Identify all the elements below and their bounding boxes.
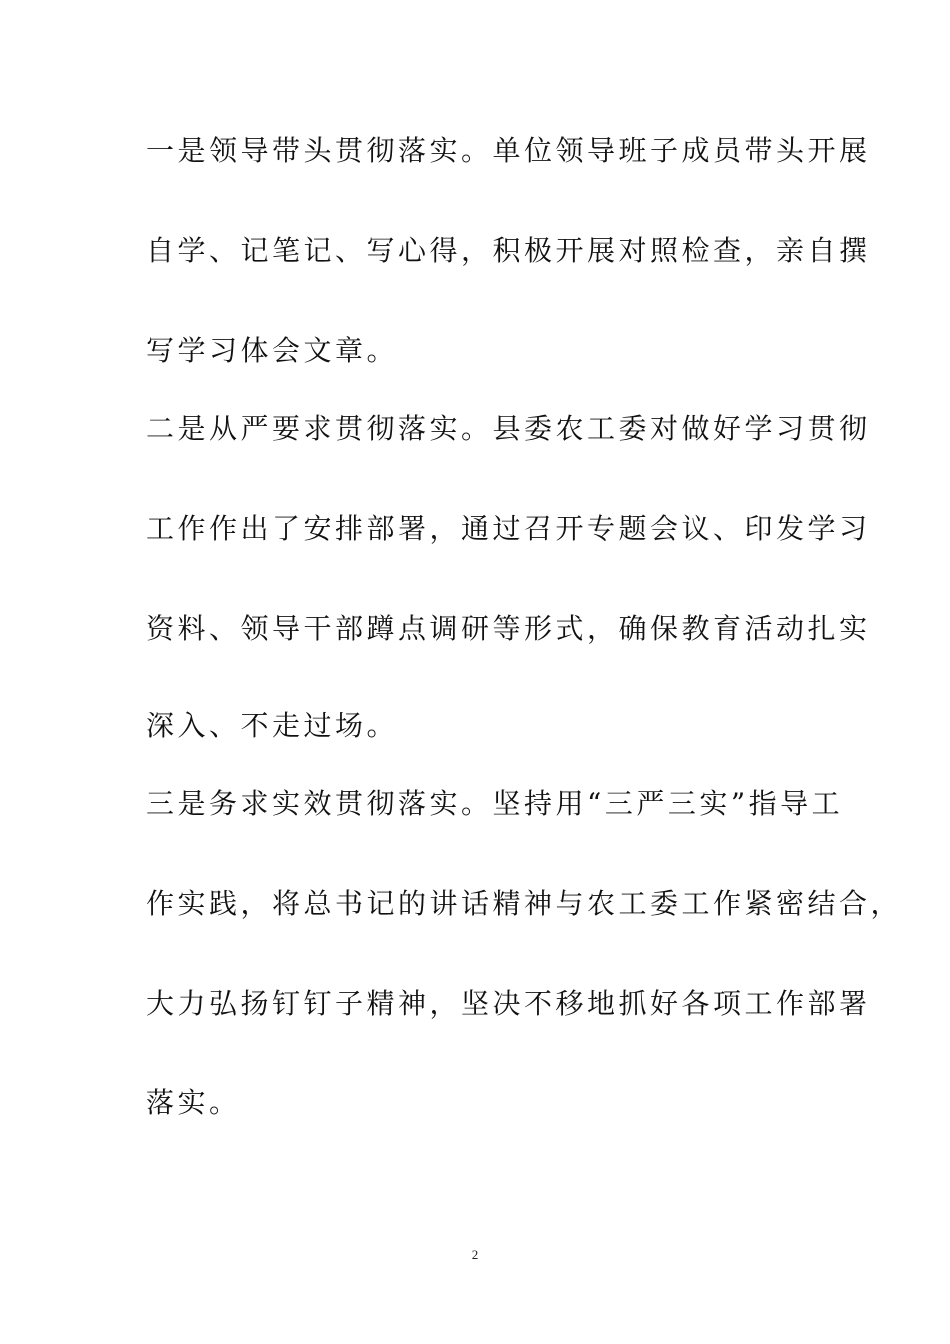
text-line: 自学、记笔记、写心得，积极开展对照检查，亲自撰 xyxy=(146,234,871,267)
text-line: 写学习体会文章。 xyxy=(146,334,399,367)
text-line: 落实。 xyxy=(146,1086,241,1119)
text-line: 工作作出了安排部署，通过召开专题会议、印发学习 xyxy=(146,512,871,545)
text-line: 二是从严要求贯彻落实。县委农工委对做好学习贯彻 xyxy=(146,412,871,445)
text-line: 资料、领导干部蹲点调研等形式，确保教育活动扎实 xyxy=(146,612,871,645)
page-number: 2 xyxy=(471,1247,479,1262)
text-line: 深入、不走过场。 xyxy=(146,709,399,742)
text-line: 三是务求实效贯彻落实。坚持用“三严三实”指导工 xyxy=(146,787,844,820)
text-line: 一是领导带头贯彻落实。单位领导班子成员带头开展 xyxy=(146,134,871,167)
text-line: 作实践，将总书记的讲话精神与农工委工作紧密结合， xyxy=(146,887,903,920)
text-line: 大力弘扬钉钉子精神，坚决不移地抓好各项工作部署 xyxy=(146,987,871,1020)
